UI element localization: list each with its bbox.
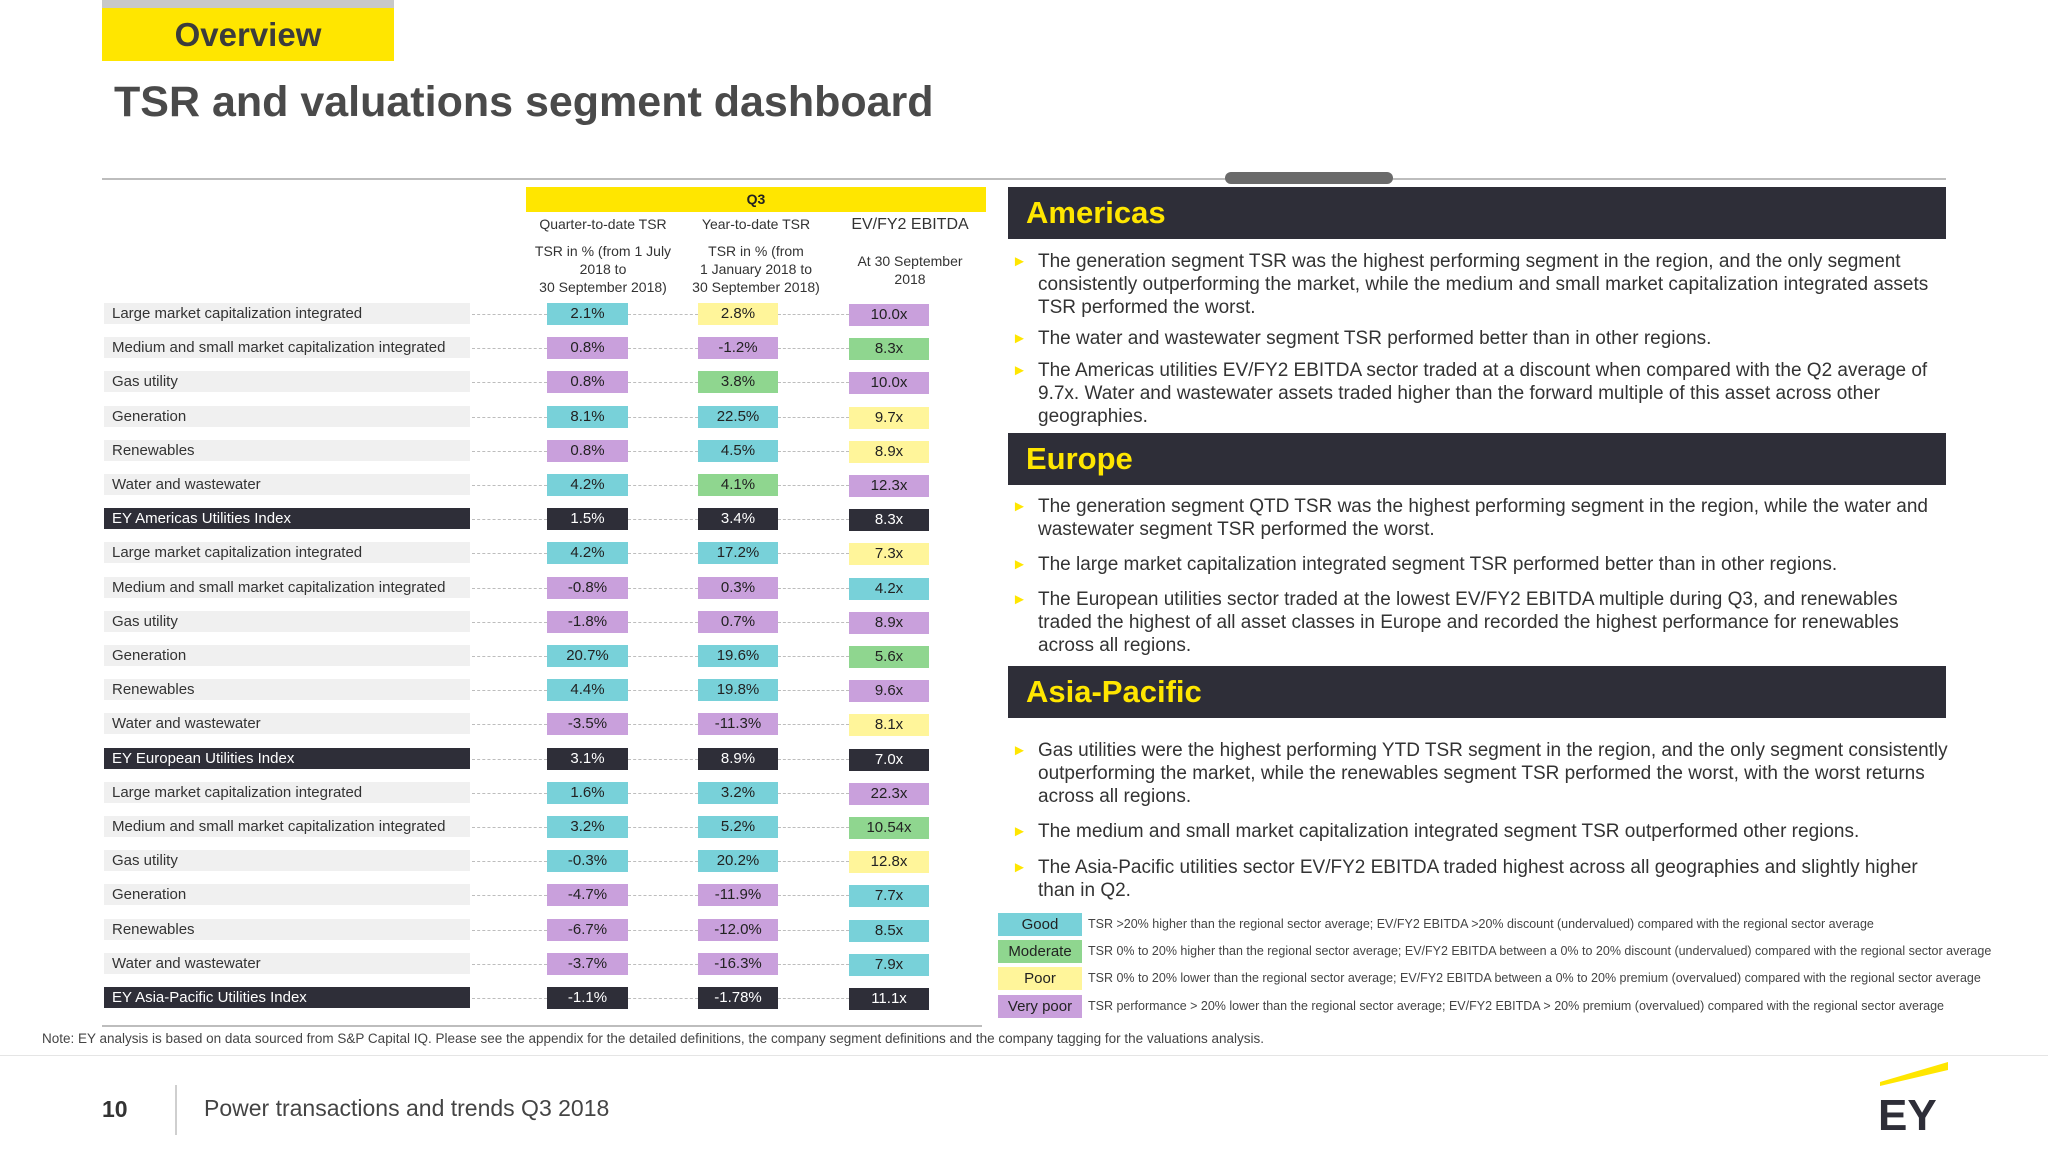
asia-pacific-bullet-2 bbox=[1008, 820, 1948, 843]
ytd-tsr-cell: 3.4% bbox=[698, 508, 778, 530]
ev-ebitda-cell: 8.1x bbox=[849, 714, 929, 736]
segment-row-label: Gas utility bbox=[104, 371, 470, 392]
ytd-tsr-cell: 22.5% bbox=[698, 406, 778, 428]
index-row-label: EY Americas Utilities Index bbox=[104, 508, 470, 529]
legend-text-poor: TSR 0% to 20% lower than the regional sector average; EV/FY2 EBITDA between a 0% to 20% premium (overvalued) compared with the regional sector average bbox=[1088, 971, 1981, 985]
qtd-tsr-cell: -1.1% bbox=[547, 987, 628, 1009]
row-leader-line bbox=[628, 553, 698, 554]
row-leader-line bbox=[778, 656, 849, 657]
ev-ebitda-cell: 9.7x bbox=[849, 407, 929, 429]
row-leader-line bbox=[628, 622, 698, 623]
qtd-tsr-cell: -3.5% bbox=[547, 713, 628, 735]
table-bottom-rule bbox=[102, 1025, 982, 1027]
row-leader-line bbox=[628, 998, 698, 999]
row-leader-line bbox=[778, 930, 849, 931]
qtd-tsr-cell: 3.2% bbox=[547, 816, 628, 838]
row-leader-line bbox=[778, 895, 849, 896]
segment-row-label: Renewables bbox=[104, 919, 470, 940]
row-leader-line bbox=[778, 485, 849, 486]
qtd-tsr-cell: 0.8% bbox=[547, 371, 628, 393]
row-leader-line bbox=[778, 417, 849, 418]
row-leader-line bbox=[778, 519, 849, 520]
americas-bullet-3 bbox=[1008, 359, 1948, 428]
row-leader-line bbox=[778, 622, 849, 623]
row-leader-line bbox=[472, 382, 547, 383]
bullet-text: The large market capitalization integrated segment TSR performed better than in other regions. bbox=[1038, 554, 1838, 575]
row-leader-line bbox=[472, 314, 547, 315]
row-leader-line bbox=[778, 451, 849, 452]
qtd-tsr-cell: -4.7% bbox=[547, 884, 628, 906]
qtd-tsr-cell: 8.1% bbox=[547, 406, 628, 428]
row-leader-line bbox=[628, 895, 698, 896]
qtd-tsr-cell: 4.2% bbox=[547, 542, 628, 564]
bullet-arrow-icon: ► bbox=[1012, 330, 1027, 347]
index-row-label: EY European Utilities Index bbox=[104, 748, 470, 769]
row-leader-line bbox=[472, 724, 547, 725]
overview-tab[interactable]: Overview bbox=[102, 0, 394, 61]
ey-logo bbox=[1870, 1060, 1950, 1135]
ytd-tsr-cell: -12.0% bbox=[698, 919, 778, 941]
ey-logo-graphic bbox=[1870, 1060, 1950, 1135]
segment-row-label: Large market capitalization integrated bbox=[104, 303, 470, 324]
ytd-tsr-cell: 17.2% bbox=[698, 542, 778, 564]
qtd-tsr-cell: -3.7% bbox=[547, 953, 628, 975]
bullet-text: The medium and small market capitalization integrated segment TSR outperformed other regions. bbox=[1038, 821, 1860, 842]
row-leader-line bbox=[778, 553, 849, 554]
qtd-tsr-cell: 4.4% bbox=[547, 679, 628, 701]
ev-ebitda-cell: 10.54x bbox=[849, 817, 929, 839]
ev-ebitda-cell: 7.3x bbox=[849, 543, 929, 565]
page-title: TSR and valuations segment dashboard bbox=[114, 78, 934, 126]
qtd-tsr-cell: 1.5% bbox=[547, 508, 628, 530]
qtd-tsr-cell: 1.6% bbox=[547, 782, 628, 804]
ytd-tsr-cell: 3.8% bbox=[698, 371, 778, 393]
row-leader-line bbox=[628, 759, 698, 760]
asia-pacific-bullet-3 bbox=[1008, 856, 1948, 902]
segment-row-label: Water and wastewater bbox=[104, 474, 470, 495]
row-leader-line bbox=[472, 827, 547, 828]
region-header-asia-pacific: Asia-Pacific bbox=[1008, 666, 1946, 718]
footer-separator bbox=[175, 1085, 177, 1135]
ytd-tsr-cell: 4.5% bbox=[698, 440, 778, 462]
segment-row-label: Medium and small market capitalization integrated bbox=[104, 816, 470, 837]
row-leader-line bbox=[778, 588, 849, 589]
row-leader-line bbox=[778, 314, 849, 315]
row-leader-line bbox=[472, 793, 547, 794]
column-subheader-line: At 30 September bbox=[857, 253, 963, 269]
ev-ebitda-cell: 11.1x bbox=[849, 988, 929, 1010]
qtd-tsr-cell: 20.7% bbox=[547, 645, 628, 667]
row-leader-line bbox=[778, 964, 849, 965]
row-leader-line bbox=[472, 759, 547, 760]
row-leader-line bbox=[628, 690, 698, 691]
row-leader-line bbox=[628, 656, 698, 657]
row-leader-line bbox=[472, 656, 547, 657]
row-leader-line bbox=[778, 998, 849, 999]
segment-table bbox=[0, 0, 1000, 1030]
region-header-americas: Americas bbox=[1008, 187, 1946, 239]
ytd-tsr-cell: -16.3% bbox=[698, 953, 778, 975]
row-leader-line bbox=[472, 553, 547, 554]
row-leader-line bbox=[628, 588, 698, 589]
region-header-europe: Europe bbox=[1008, 433, 1946, 485]
row-leader-line bbox=[778, 382, 849, 383]
qtd-tsr-cell: -0.3% bbox=[547, 850, 628, 872]
index-row-label: EY Asia-Pacific Utilities Index bbox=[104, 987, 470, 1008]
ev-ebitda-cell: 5.6x bbox=[849, 646, 929, 668]
row-leader-line bbox=[778, 827, 849, 828]
segment-row-label: Renewables bbox=[104, 679, 470, 700]
row-leader-line bbox=[628, 861, 698, 862]
page-number: 10 bbox=[102, 1096, 128, 1122]
americas-bullet-1 bbox=[1008, 250, 1948, 319]
column-subheader-line: TSR in % (from 1 July bbox=[534, 243, 672, 259]
row-leader-line bbox=[472, 519, 547, 520]
row-leader-line bbox=[472, 998, 547, 999]
legend-swatch-moderate: Moderate bbox=[998, 940, 1082, 963]
ev-ebitda-cell: 7.0x bbox=[849, 749, 929, 771]
bullet-text: The European utilities sector traded at the lowest EV/FY2 EBITDA multiple during Q3, and renewables traded the highest of all asset classes in Europe and recorded the highest performance for renewables across all regions. bbox=[1038, 589, 1899, 656]
column-header-ebitda: EV/FY2 EBITDA bbox=[851, 216, 969, 233]
row-leader-line bbox=[628, 348, 698, 349]
column-subheader-line: 2018 to bbox=[579, 261, 627, 277]
segment-row-label: Medium and small market capitalization integrated bbox=[104, 337, 470, 358]
row-leader-line bbox=[472, 417, 547, 418]
row-leader-line bbox=[628, 793, 698, 794]
row-leader-line bbox=[778, 793, 849, 794]
ev-ebitda-cell: 4.2x bbox=[849, 578, 929, 600]
ev-ebitda-cell: 8.3x bbox=[849, 338, 929, 360]
footnote: Note: EY analysis is based on data sourced from S&P Capital IQ. Please see the appendix for the detailed definitions, the company segment definitions and the company tagging for the valuations analysis. bbox=[42, 1031, 1264, 1046]
legend-text-good: TSR >20% higher than the regional sector average; EV/FY2 EBITDA >20% discount (undervalued) compared with the regional sector average bbox=[1088, 917, 1874, 931]
segment-row-label: Renewables bbox=[104, 440, 470, 461]
ev-ebitda-cell: 8.5x bbox=[849, 920, 929, 942]
row-leader-line bbox=[628, 519, 698, 520]
column-header-qtd: Quarter-to-date TSR bbox=[539, 216, 667, 232]
row-leader-line bbox=[472, 348, 547, 349]
row-leader-line bbox=[472, 964, 547, 965]
qtd-tsr-cell: -6.7% bbox=[547, 919, 628, 941]
qtd-tsr-cell: 4.2% bbox=[547, 474, 628, 496]
row-leader-line bbox=[472, 861, 547, 862]
ey-logo-slash bbox=[1880, 1062, 1948, 1086]
ev-ebitda-cell: 12.8x bbox=[849, 851, 929, 873]
ytd-tsr-cell: 2.8% bbox=[698, 303, 778, 325]
ytd-tsr-cell: 0.7% bbox=[698, 611, 778, 633]
legend-swatch-good: Good bbox=[998, 913, 1082, 936]
qtd-tsr-cell: -1.8% bbox=[547, 611, 628, 633]
row-leader-line bbox=[472, 930, 547, 931]
ytd-tsr-cell: 8.9% bbox=[698, 748, 778, 770]
footer-divider bbox=[0, 1055, 2048, 1056]
column-subheader-line: TSR in % (from bbox=[708, 243, 804, 259]
segment-row-label: Large market capitalization integrated bbox=[104, 782, 470, 803]
segment-row-label: Gas utility bbox=[104, 850, 470, 871]
row-leader-line bbox=[472, 622, 547, 623]
q3-header: Q3 bbox=[526, 187, 986, 212]
europe-bullet-3 bbox=[1008, 588, 1948, 657]
bullet-arrow-icon: ► bbox=[1012, 742, 1027, 759]
ev-ebitda-cell: 8.9x bbox=[849, 441, 929, 463]
bullet-arrow-icon: ► bbox=[1012, 362, 1027, 379]
column-subheader-line: 1 January 2018 to bbox=[699, 261, 813, 277]
column-subheader-line: 2018 bbox=[894, 271, 926, 287]
row-leader-line bbox=[472, 451, 547, 452]
ev-ebitda-cell: 12.3x bbox=[849, 475, 929, 497]
row-leader-line bbox=[778, 861, 849, 862]
ev-ebitda-cell: 8.9x bbox=[849, 612, 929, 634]
bullet-text: The Americas utilities EV/FY2 EBITDA sector traded at a discount when compared with the Q2 average of 9.7x. Water and wastewater assets traded higher than the forward multiple of this asset across other geographies. bbox=[1038, 360, 1928, 427]
ev-ebitda-cell: 9.6x bbox=[849, 680, 929, 702]
segment-row-label: Large market capitalization integrated bbox=[104, 542, 470, 563]
qtd-tsr-cell: 2.1% bbox=[547, 303, 628, 325]
segment-row-label: Water and wastewater bbox=[104, 953, 470, 974]
ytd-tsr-cell: 19.8% bbox=[698, 679, 778, 701]
bullet-arrow-icon: ► bbox=[1012, 253, 1027, 270]
ytd-tsr-cell: 0.3% bbox=[698, 577, 778, 599]
ev-ebitda-cell: 10.0x bbox=[849, 372, 929, 394]
row-leader-line bbox=[778, 724, 849, 725]
row-leader-line bbox=[778, 348, 849, 349]
row-leader-line bbox=[628, 964, 698, 965]
row-leader-line bbox=[472, 690, 547, 691]
bullet-text: The generation segment QTD TSR was the highest performing segment in the region, while the water and wastewater segment TSR performed the worst. bbox=[1038, 496, 1928, 540]
row-leader-line bbox=[628, 930, 698, 931]
ytd-tsr-cell: 3.2% bbox=[698, 782, 778, 804]
row-leader-line bbox=[628, 314, 698, 315]
segment-row-label: Water and wastewater bbox=[104, 713, 470, 734]
legend-swatch-poor: Poor bbox=[998, 967, 1082, 990]
ytd-tsr-cell: -11.9% bbox=[698, 884, 778, 906]
row-leader-line bbox=[628, 485, 698, 486]
legend-text-very-poor: TSR performance > 20% lower than the regional sector average; EV/FY2 EBITDA > 20% premium (overvalued) compared with the regional sector average bbox=[1088, 999, 1944, 1013]
ytd-tsr-cell: 19.6% bbox=[698, 645, 778, 667]
bullet-arrow-icon: ► bbox=[1012, 591, 1027, 608]
qtd-tsr-cell: -0.8% bbox=[547, 577, 628, 599]
column-subheader-line: 30 September 2018) bbox=[539, 279, 667, 295]
row-leader-line bbox=[628, 382, 698, 383]
bullet-text: The generation segment TSR was the highest performing segment in the region, and the only segment consistently outperforming the market, while the medium and small market capitalization integrated assets TSR performed the worst. bbox=[1038, 251, 1929, 318]
ytd-tsr-cell: -11.3% bbox=[698, 713, 778, 735]
segment-row-label: Gas utility bbox=[104, 611, 470, 632]
row-leader-line bbox=[472, 588, 547, 589]
bullet-text: Gas utilities were the highest performing YTD TSR segment in the region, and the only segment consistently outperforming the market, while the renewables segment TSR performed the worst, with the worst returns across all regions. bbox=[1038, 740, 1948, 807]
footer-title: Power transactions and trends Q3 2018 bbox=[204, 1095, 610, 1121]
bullet-text: The Asia-Pacific utilities sector EV/FY2 EBITDA traded highest across all geographies and slightly higher than in Q2. bbox=[1038, 857, 1918, 901]
qtd-tsr-cell: 3.1% bbox=[547, 748, 628, 770]
qtd-tsr-cell: 0.8% bbox=[547, 337, 628, 359]
bullet-text: The water and wastewater segment TSR performed better than in other regions. bbox=[1038, 328, 1712, 349]
scrollbar-thumb[interactable] bbox=[1225, 172, 1393, 184]
segment-row-label: Medium and small market capitalization integrated bbox=[104, 577, 470, 598]
ev-ebitda-cell: 22.3x bbox=[849, 783, 929, 805]
segment-row-label: Generation bbox=[104, 406, 470, 427]
bullet-arrow-icon: ► bbox=[1012, 556, 1027, 573]
column-subheader-line: 30 September 2018) bbox=[692, 279, 820, 295]
ey-logo-text: EY bbox=[1878, 1091, 1937, 1135]
ytd-tsr-cell: -1.2% bbox=[698, 337, 778, 359]
bullet-arrow-icon: ► bbox=[1012, 859, 1027, 876]
row-leader-line bbox=[472, 895, 547, 896]
row-leader-line bbox=[778, 690, 849, 691]
ytd-tsr-cell: 4.1% bbox=[698, 474, 778, 496]
segment-row-label: Generation bbox=[104, 884, 470, 905]
row-leader-line bbox=[628, 827, 698, 828]
ev-ebitda-cell: 7.9x bbox=[849, 954, 929, 976]
row-leader-line bbox=[628, 451, 698, 452]
asia-pacific-bullet-1 bbox=[1008, 739, 1948, 808]
americas-bullet-2 bbox=[1008, 327, 1948, 350]
bullet-arrow-icon: ► bbox=[1012, 823, 1027, 840]
legend-text-moderate: TSR 0% to 20% higher than the regional sector average; EV/FY2 EBITDA between a 0% to 20% discount (undervalued) compared with the regional sector average bbox=[1088, 944, 1992, 958]
column-header-ytd: Year-to-date TSR bbox=[701, 216, 811, 232]
ytd-tsr-cell: 5.2% bbox=[698, 816, 778, 838]
bullet-arrow-icon: ► bbox=[1012, 498, 1027, 515]
row-leader-line bbox=[472, 485, 547, 486]
europe-bullet-1 bbox=[1008, 495, 1948, 541]
ev-ebitda-cell: 8.3x bbox=[849, 509, 929, 531]
europe-bullet-2 bbox=[1008, 553, 1948, 576]
row-leader-line bbox=[628, 724, 698, 725]
row-leader-line bbox=[778, 759, 849, 760]
ytd-tsr-cell: 20.2% bbox=[698, 850, 778, 872]
ev-ebitda-cell: 10.0x bbox=[849, 304, 929, 326]
ytd-tsr-cell: -1.78% bbox=[698, 987, 778, 1009]
row-leader-line bbox=[628, 417, 698, 418]
ev-ebitda-cell: 7.7x bbox=[849, 885, 929, 907]
qtd-tsr-cell: 0.8% bbox=[547, 440, 628, 462]
segment-row-label: Generation bbox=[104, 645, 470, 666]
legend-swatch-very-poor: Very poor bbox=[998, 995, 1082, 1018]
